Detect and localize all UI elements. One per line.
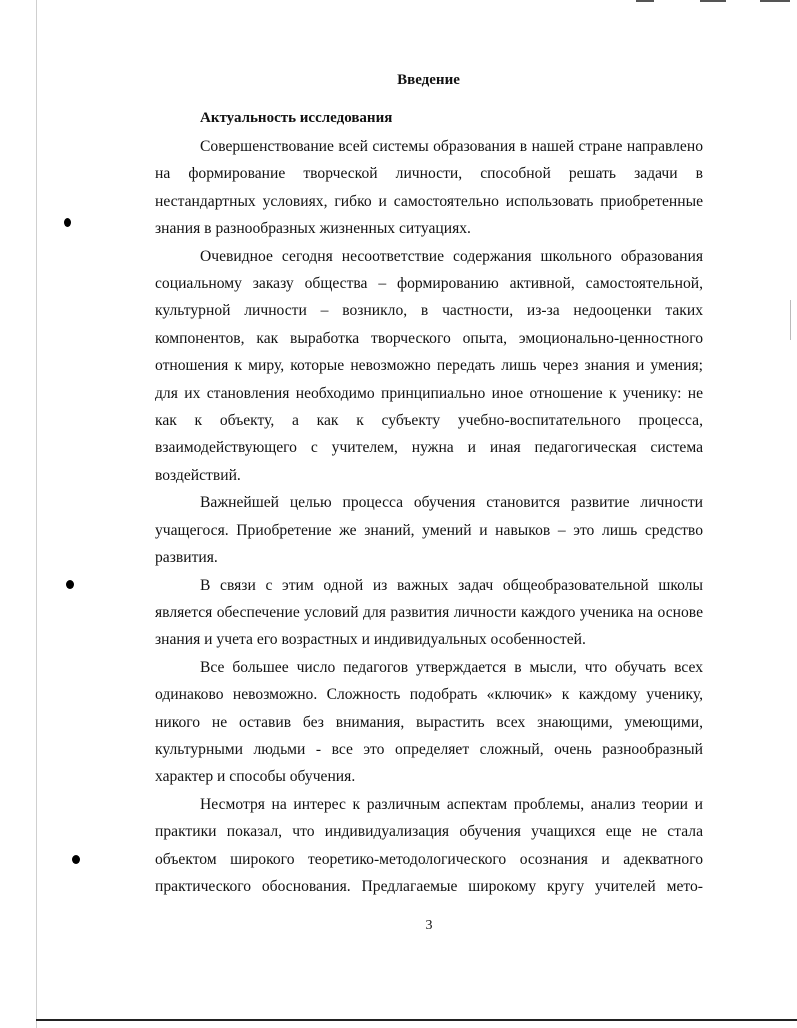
scan-mark — [636, 0, 654, 2]
paragraph: Несмотря на интерес к различным аспектам проблемы, анализ теории и практики показал, что индивидуализация обучения учащихся еще не стала объектом широкого теоретико-методологического осознания и адекватного практического обоснования. Предлагаемые широкому кругу учителей мето- — [155, 795, 703, 895]
paragraph: Важнейшей целью процесса обучения становится развитие личности учащегося. Приобретение же знаний, умений и навыков – это лишь средство развития. — [155, 494, 703, 567]
punch-hole — [66, 580, 74, 589]
scan-edge-right — [790, 300, 791, 340]
paragraph: Все большее число педагогов утверждается в мысли, что обучать всех одинаково невозможно. Сложность подобрать «ключик» к каждому ученику, никого не оставив без внимания, вырастить всех знающими, умеющими, культурными людьми - все это определяет сложный, очень разнообразный характер и способы обучения. — [155, 658, 703, 786]
section-subtitle: Актуальность исследования — [200, 110, 393, 126]
scan-mark — [700, 0, 726, 2]
scan-edge-bottom — [36, 1019, 797, 1021]
paragraph: Совершенствование всей системы образования в нашей стране направлено на формирование творческой личности, способной решать задачи в нестандартных условиях, гибко и самостоятельно использовать приобретенные знания в разнообразных жизненных ситуациях. — [155, 138, 703, 238]
scan-edge-left — [36, 0, 37, 1028]
punch-hole — [72, 855, 80, 864]
page-number: 3 — [425, 918, 433, 933]
scan-mark — [760, 0, 790, 2]
paragraph: В связи с этим одной из важных задач общеобразовательной школы является обеспечение условий для развития личности каждого ученика на основе знания и учета его возрастных и индивидуальных особенностей. — [155, 576, 703, 649]
punch-hole — [64, 218, 71, 227]
body-text — [155, 133, 703, 900]
section-title: Введение — [397, 72, 460, 88]
paragraph: Очевидное сегодня несоответствие содержания школьного образования социальному заказу общества – формированию активной, самостоятельной, культурной личности – возникло, в частности, из-за недооценки таких компонентов, как выработка творческого опыта, эмоционально-ценностного отношения к миру, которые невозможно передать лишь через знания и умения; для их становления необходимо принципиально иное отношение к ученику: не как к объекту, а как к субъекту учебно-воспитательного процесса, взаимодействующего с учителем, нужна и иная педагогическая система воздействий. — [155, 247, 703, 484]
